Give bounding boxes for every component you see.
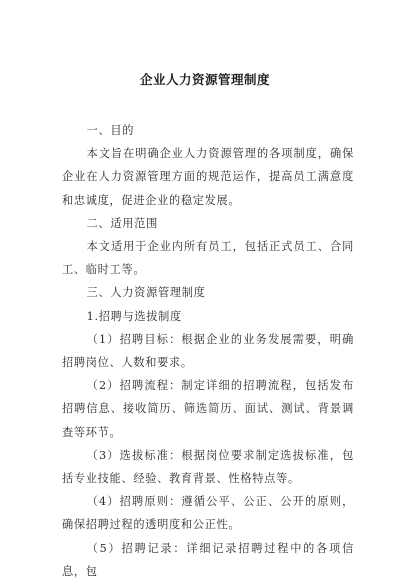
document-body <box>62 119 354 580</box>
paragraph-recruitment-process: （2）招聘流程：制定详细的招聘流程，包括发布招聘信息、接收简历、筛选简历、面试、测试、背景调查等环节。 <box>62 379 354 439</box>
paragraph-recruitment-principle: （4）招聘原则：遵循公平、公正、公开的原则，确保招聘过程的透明度和公正性。 <box>62 495 354 532</box>
document-title: 企业人力资源管理制度 <box>139 72 270 87</box>
section-heading-scope: 二、适用范围 <box>86 216 158 230</box>
section-heading-purpose: 一、目的 <box>86 124 135 137</box>
subsection-heading-recruitment: 1.招聘与选拔制度 <box>86 309 182 323</box>
paragraph-purpose: 本文旨在明确企业人力资源管理的各项制度，确保企业在人力资源管理方面的规范运作，提高员工满意度和忠诚度，促进企业的稳定发展。 <box>62 147 354 207</box>
paragraph-recruitment-goal: （1）招聘目标：根据企业的业务发展需要，明确招聘岗位、人数和要求。 <box>62 332 354 370</box>
paragraph-scope: 本文适用于企业内所有员工，包括正式员工、合同工、临时工等。 <box>62 240 354 277</box>
paragraph-selection-standard: （3）选拔标准：根据岗位要求制定选拔标准，包括专业技能、经验、教育背景、性格特点等。 <box>62 448 354 486</box>
paragraph-recruitment-record: （5）招聘记录：详细记录招聘过程中的各项信息，包 <box>62 541 354 578</box>
section-heading-hr-system: 三、人力资源管理制度 <box>86 286 206 300</box>
